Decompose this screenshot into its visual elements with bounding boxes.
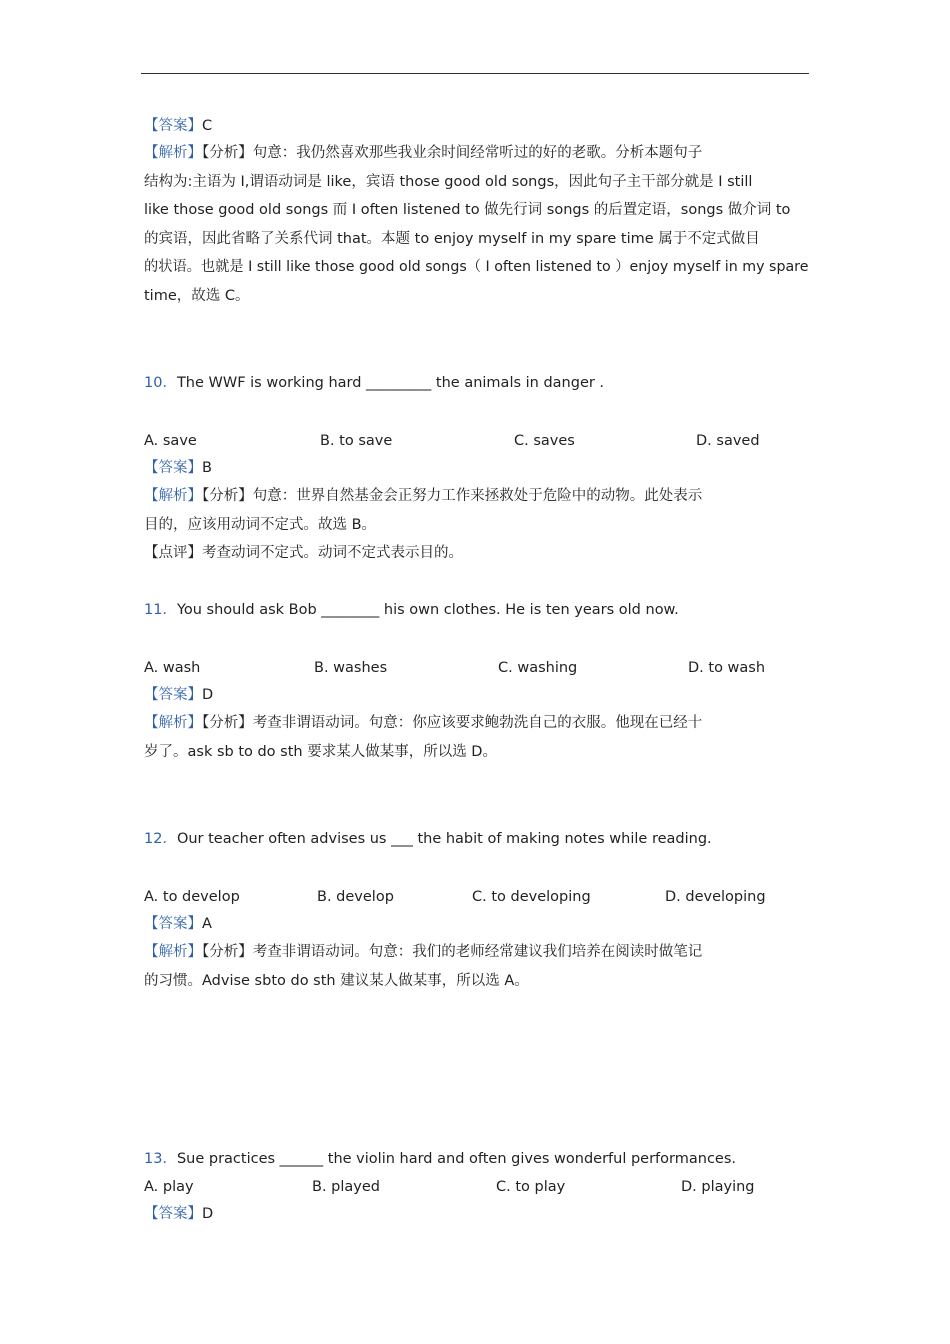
answer-value: D xyxy=(202,1206,214,1222)
answer-tag: 【答案】 xyxy=(144,1206,202,1222)
q9-analysis xyxy=(144,139,808,310)
analysis-line-2: 目的，应该用动词不定式。故选 B。 xyxy=(144,516,377,533)
answer-tag: 【答案】 xyxy=(144,687,202,703)
analysis-line-6: time，故选 C。 xyxy=(144,287,250,304)
comment-line: 【点评】考查动词不定式。动词不定式表示目的。 xyxy=(144,545,463,561)
question-number: 12． xyxy=(144,831,177,847)
analysis-line-4: 的宾语，因此省略了关系代词 that。本题 to enjoy myself in my spare time 属于不定式做目 xyxy=(144,230,760,247)
q12-option-c: C. to developing xyxy=(472,889,591,905)
q10-option-c: C. saves xyxy=(514,433,575,449)
q12-option-a: A. to develop xyxy=(144,889,240,905)
q11-option-b: B. washes xyxy=(314,660,388,676)
question-number: 11． xyxy=(144,602,177,618)
answer-tag: 【答案】 xyxy=(144,118,202,134)
analysis-tag: 【解析】 xyxy=(144,944,202,960)
question-number: 10． xyxy=(144,375,177,391)
question-text: Sue practices ______ the violin hard and often gives wonderful performances. xyxy=(176,1151,736,1167)
answer-value: B xyxy=(202,460,212,476)
question-text: Our teacher often advises us ___ the habit of making notes while reading. xyxy=(176,831,712,847)
analysis-line-2: 的习惯。Advise sbto do sth 建议某人做某事，所以选 A。 xyxy=(144,972,529,989)
answer-value: A xyxy=(202,916,212,932)
q10-option-b: B. to save xyxy=(320,433,393,449)
q12-option-b: B. develop xyxy=(317,889,394,905)
q10-option-d: D. saved xyxy=(696,433,760,449)
q11-option-a: A. wash xyxy=(144,660,201,676)
analysis-tag: 【解析】 xyxy=(144,715,202,731)
q11-option-c: C. washing xyxy=(498,660,578,676)
question-text: You should ask Bob ________ his own clothes. He is ten years old now. xyxy=(176,602,679,618)
analysis-line-1: 【解析】【分析】句意：世界自然基金会正努力工作来拯救处于危险中的动物。此处表示 xyxy=(144,488,703,504)
q13-option-a: A. play xyxy=(144,1179,194,1195)
q12-answer xyxy=(144,910,212,938)
analysis-tag: 【解析】 xyxy=(144,145,202,161)
answer-tag: 【答案】 xyxy=(144,460,202,476)
analysis-line-1: 【解析】【分析】考查非谓语动词。句意：我们的老师经常建议我们培养在阅读时做笔记 xyxy=(144,944,703,960)
q13-option-b: B. played xyxy=(312,1179,380,1195)
q12-option-d: D. developing xyxy=(665,889,766,905)
analysis-line-1: 【解析】【分析】句意：我仍然喜欢那些我业余时间经常听过的好的老歌。分析本题句子 xyxy=(144,145,703,161)
q12-analysis xyxy=(144,938,808,995)
question-number: 13． xyxy=(144,1151,177,1167)
answer-value: C xyxy=(202,118,213,134)
q10-option-a: A. save xyxy=(144,433,197,449)
q12-stem xyxy=(144,825,712,853)
answer-value: D xyxy=(202,687,214,703)
q13-option-d: D. playing xyxy=(681,1179,755,1195)
q11-answer xyxy=(144,681,213,709)
analysis-line-5: 的状语。也就是 I still like those good old songs（ I often listened to ）enjoy myself in my spare xyxy=(144,259,809,275)
q10-stem xyxy=(144,369,604,397)
q10-answer xyxy=(144,454,212,482)
question-text: The WWF is working hard _________ the animals in danger . xyxy=(176,375,605,391)
q13-option-c: C. to play xyxy=(496,1179,566,1195)
analysis-line-3: like those good old songs 而 I often listened to 做先行词 songs 的后置定语，songs 做介词 to xyxy=(144,202,791,218)
analysis-line-1: 【解析】【分析】考查非谓语动词。句意：你应该要求鲍勃洗自己的衣服。他现在已经十 xyxy=(144,715,703,731)
header-rule xyxy=(141,73,809,74)
analysis-line-2: 岁了。ask sb to do sth 要求某人做某事，所以选 D。 xyxy=(144,743,497,760)
q10-analysis xyxy=(144,482,808,568)
q13-answer xyxy=(144,1200,213,1228)
q11-stem xyxy=(144,596,679,624)
analysis-line-2: 结构为:主语为 I,谓语动词是 like，宾语 those good old songs，因此句子主干部分就是 I still xyxy=(144,173,753,190)
q9-answer xyxy=(144,112,212,140)
answer-tag: 【答案】 xyxy=(144,916,202,932)
q13-stem xyxy=(144,1145,736,1173)
q11-analysis xyxy=(144,709,808,766)
q11-option-d: D. to wash xyxy=(688,660,766,676)
analysis-tag: 【解析】 xyxy=(144,488,202,504)
